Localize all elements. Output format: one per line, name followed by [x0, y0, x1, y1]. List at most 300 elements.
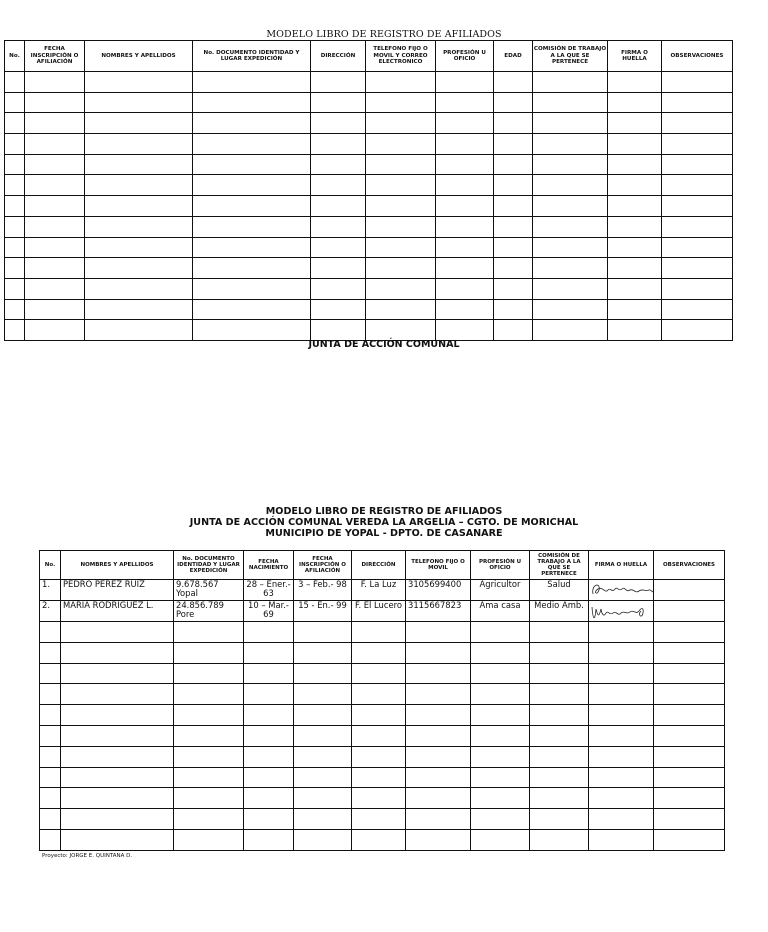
table-cell[interactable]: [530, 725, 589, 746]
top-header-cell: No.: [5, 41, 25, 72]
table-cell[interactable]: [662, 154, 733, 175]
table-cell[interactable]: [311, 299, 366, 320]
table-cell[interactable]: [436, 258, 494, 279]
table-cell[interactable]: [244, 684, 294, 705]
table-cell[interactable]: [654, 622, 725, 643]
table-cell[interactable]: [530, 767, 589, 788]
table-cell[interactable]: [436, 237, 494, 258]
table-cell[interactable]: [608, 92, 662, 113]
table-cell[interactable]: [311, 278, 366, 299]
table-cell[interactable]: [174, 622, 244, 643]
table-cell[interactable]: [662, 134, 733, 155]
table-cell[interactable]: [662, 196, 733, 217]
table-cell[interactable]: [174, 725, 244, 746]
table-cell[interactable]: [494, 196, 533, 217]
table-cell[interactable]: [352, 767, 406, 788]
table-cell[interactable]: [174, 809, 244, 830]
table-cell[interactable]: [533, 72, 608, 93]
table-cell[interactable]: [436, 113, 494, 134]
table-cell[interactable]: [406, 725, 471, 746]
table-cell[interactable]: [61, 725, 174, 746]
table-cell[interactable]: [471, 809, 530, 830]
table-cell[interactable]: [193, 299, 311, 320]
table-cell[interactable]: [294, 622, 352, 643]
table-cell[interactable]: [589, 622, 654, 643]
bottom-form-subtitle: JUNTA DE ACCIÓN COMUNAL VEREDA LA ARGELIA – CGTO. DE MORICHAL: [189, 517, 579, 528]
table-cell[interactable]: [494, 154, 533, 175]
table-cell[interactable]: [589, 829, 654, 850]
table-cell[interactable]: [244, 725, 294, 746]
table-cell[interactable]: [589, 767, 654, 788]
table-cell[interactable]: [5, 175, 25, 196]
table-cell[interactable]: [533, 113, 608, 134]
table-cell[interactable]: [406, 684, 471, 705]
table-cell[interactable]: [174, 767, 244, 788]
table-cell[interactable]: [193, 134, 311, 155]
table-cell[interactable]: [311, 72, 366, 93]
table-cell[interactable]: [244, 829, 294, 850]
table-cell[interactable]: [366, 237, 436, 258]
table-cell[interactable]: [174, 746, 244, 767]
table-cell[interactable]: [654, 788, 725, 809]
table-cell[interactable]: [533, 196, 608, 217]
table-cell[interactable]: [662, 237, 733, 258]
table-cell[interactable]: [61, 642, 174, 663]
table-row: [40, 580, 725, 601]
table-cell[interactable]: [366, 278, 436, 299]
table-cell[interactable]: [25, 278, 85, 299]
table-cell[interactable]: [530, 829, 589, 850]
table-cell[interactable]: [61, 809, 174, 830]
table-cell[interactable]: [25, 196, 85, 217]
table-cell[interactable]: [5, 196, 25, 217]
table-cell[interactable]: [5, 113, 25, 134]
table-cell[interactable]: [352, 663, 406, 684]
table-cell[interactable]: [85, 320, 193, 341]
table-cell[interactable]: [352, 642, 406, 663]
table-cell[interactable]: [662, 113, 733, 134]
table-cell[interactable]: [61, 746, 174, 767]
table-cell[interactable]: [244, 746, 294, 767]
table-cell[interactable]: [530, 788, 589, 809]
table-cell[interactable]: [40, 705, 61, 726]
handwritten-signature: [589, 601, 654, 621]
table-cell[interactable]: [406, 622, 471, 643]
table-cell[interactable]: [654, 746, 725, 767]
table-cell[interactable]: [436, 72, 494, 93]
table-cell[interactable]: [494, 113, 533, 134]
table-cell[interactable]: [5, 278, 25, 299]
table-cell[interactable]: [608, 299, 662, 320]
table-cell[interactable]: [608, 113, 662, 134]
table-cell[interactable]: [25, 320, 85, 341]
table-cell[interactable]: [654, 684, 725, 705]
table-cell[interactable]: [244, 705, 294, 726]
table-cell[interactable]: [352, 809, 406, 830]
table-cell[interactable]: [61, 663, 174, 684]
cell-inscription[interactable]: 3 – Feb.- 98: [294, 580, 352, 601]
table-cell[interactable]: [608, 216, 662, 237]
table-cell[interactable]: [294, 829, 352, 850]
table-cell[interactable]: [530, 622, 589, 643]
cell-commission[interactable]: Salud: [530, 580, 589, 601]
top-header-cell: DIRECCIÓN: [311, 41, 366, 72]
table-cell[interactable]: [608, 175, 662, 196]
top-form-title: MODELO LIBRO DE REGISTRO DE AFILIADOS: [266, 29, 502, 40]
table-row: [40, 788, 725, 809]
table-cell[interactable]: [294, 663, 352, 684]
table-cell[interactable]: [608, 237, 662, 258]
table-cell[interactable]: [193, 196, 311, 217]
table-cell[interactable]: [436, 134, 494, 155]
table-cell[interactable]: [40, 767, 61, 788]
table-cell[interactable]: [589, 746, 654, 767]
table-cell[interactable]: [654, 642, 725, 663]
table-cell[interactable]: [530, 663, 589, 684]
table-cell[interactable]: [25, 92, 85, 113]
table-cell[interactable]: [494, 175, 533, 196]
table-row: [40, 746, 725, 767]
table-cell[interactable]: [61, 767, 174, 788]
table-cell[interactable]: [494, 216, 533, 237]
table-cell[interactable]: [589, 788, 654, 809]
cell-address[interactable]: F. El Lucero: [352, 601, 406, 622]
table-cell[interactable]: [589, 705, 654, 726]
table-cell[interactable]: [533, 134, 608, 155]
cell-phone[interactable]: 3115667823: [406, 601, 471, 622]
table-cell[interactable]: [533, 278, 608, 299]
table-cell[interactable]: [193, 237, 311, 258]
table-cell[interactable]: [494, 299, 533, 320]
table-cell[interactable]: [85, 154, 193, 175]
table-cell[interactable]: [193, 216, 311, 237]
table-cell[interactable]: [406, 642, 471, 663]
table-cell[interactable]: [25, 237, 85, 258]
table-cell[interactable]: [662, 175, 733, 196]
table-cell[interactable]: [406, 663, 471, 684]
table-cell[interactable]: [61, 788, 174, 809]
table-cell[interactable]: [471, 663, 530, 684]
table-cell[interactable]: [85, 258, 193, 279]
table-cell[interactable]: [294, 725, 352, 746]
table-cell[interactable]: [294, 809, 352, 830]
table-cell[interactable]: [608, 278, 662, 299]
table-cell[interactable]: [533, 237, 608, 258]
cell-inscription[interactable]: 15 - En.- 99: [294, 601, 352, 622]
table-cell[interactable]: [352, 746, 406, 767]
table-cell[interactable]: [533, 299, 608, 320]
table-cell[interactable]: [40, 788, 61, 809]
table-cell[interactable]: [25, 175, 85, 196]
table-cell[interactable]: [25, 258, 85, 279]
table-cell[interactable]: [311, 237, 366, 258]
table-cell[interactable]: [436, 278, 494, 299]
cell-notes[interactable]: [654, 580, 725, 601]
table-cell[interactable]: [311, 92, 366, 113]
table-cell[interactable]: [311, 216, 366, 237]
table-cell[interactable]: [366, 154, 436, 175]
table-cell[interactable]: [608, 134, 662, 155]
table-cell[interactable]: [406, 767, 471, 788]
table-cell[interactable]: [311, 258, 366, 279]
table-cell[interactable]: [533, 175, 608, 196]
table-cell[interactable]: [85, 72, 193, 93]
cell-name[interactable]: PEDRO PEREZ RUIZ: [61, 580, 174, 601]
table-cell[interactable]: [494, 278, 533, 299]
table-cell[interactable]: [5, 134, 25, 155]
bottom-form-municipality: MUNICIPIO DE YOPAL - DPTO. DE CASANARE: [265, 528, 503, 539]
table-cell[interactable]: [40, 746, 61, 767]
table-cell[interactable]: [530, 705, 589, 726]
table-cell[interactable]: [352, 788, 406, 809]
table-cell[interactable]: [311, 175, 366, 196]
table-cell[interactable]: [294, 684, 352, 705]
table-cell[interactable]: [471, 705, 530, 726]
table-cell[interactable]: [5, 92, 25, 113]
table-cell[interactable]: [174, 788, 244, 809]
table-cell[interactable]: [589, 809, 654, 830]
table-cell[interactable]: [406, 788, 471, 809]
table-cell[interactable]: [608, 258, 662, 279]
table-cell[interactable]: [5, 216, 25, 237]
table-cell[interactable]: [471, 829, 530, 850]
table-cell[interactable]: [5, 299, 25, 320]
table-cell[interactable]: [244, 642, 294, 663]
bottom-table-header: [40, 551, 725, 580]
table-cell[interactable]: [294, 746, 352, 767]
table-cell[interactable]: [40, 829, 61, 850]
table-cell[interactable]: [352, 725, 406, 746]
table-cell[interactable]: [85, 92, 193, 113]
table-cell[interactable]: [366, 113, 436, 134]
table-cell[interactable]: [193, 92, 311, 113]
table-cell[interactable]: [61, 622, 174, 643]
table-cell[interactable]: [174, 829, 244, 850]
table-cell[interactable]: [471, 788, 530, 809]
cell-no[interactable]: 1.: [40, 580, 61, 601]
table-cell[interactable]: [662, 72, 733, 93]
table-cell[interactable]: [85, 113, 193, 134]
table-cell[interactable]: [471, 746, 530, 767]
table-cell[interactable]: [61, 684, 174, 705]
table-cell[interactable]: [174, 663, 244, 684]
table-cell[interactable]: [352, 684, 406, 705]
table-cell[interactable]: [366, 175, 436, 196]
table-cell[interactable]: [589, 642, 654, 663]
table-cell[interactable]: [40, 725, 61, 746]
table-cell[interactable]: [311, 154, 366, 175]
table-cell[interactable]: [40, 684, 61, 705]
table-cell[interactable]: [25, 72, 85, 93]
table-cell[interactable]: [40, 642, 61, 663]
table-cell[interactable]: [352, 705, 406, 726]
signature-cell[interactable]: [589, 580, 654, 601]
table-cell[interactable]: [85, 196, 193, 217]
table-cell[interactable]: [436, 216, 494, 237]
table-cell[interactable]: [193, 113, 311, 134]
table-cell[interactable]: [85, 216, 193, 237]
table-cell[interactable]: [494, 237, 533, 258]
table-cell[interactable]: [244, 663, 294, 684]
table-cell[interactable]: [193, 258, 311, 279]
table-cell[interactable]: [40, 622, 61, 643]
table-cell[interactable]: [174, 642, 244, 663]
table-cell[interactable]: [366, 299, 436, 320]
table-cell[interactable]: [471, 725, 530, 746]
table-cell[interactable]: [85, 278, 193, 299]
table-cell[interactable]: [25, 216, 85, 237]
table-cell[interactable]: [193, 320, 311, 341]
table-row: [5, 299, 733, 320]
table-cell[interactable]: [5, 154, 25, 175]
table-cell[interactable]: [352, 622, 406, 643]
table-cell[interactable]: [662, 92, 733, 113]
table-cell[interactable]: [654, 663, 725, 684]
cell-birth[interactable]: 28 – Ener.- 63: [244, 580, 294, 601]
table-cell[interactable]: [654, 767, 725, 788]
cell-birth[interactable]: 10 – Mar.- 69: [244, 601, 294, 622]
table-cell[interactable]: [85, 175, 193, 196]
table-cell[interactable]: [654, 809, 725, 830]
table-cell[interactable]: [406, 809, 471, 830]
table-cell[interactable]: [311, 320, 366, 341]
table-cell[interactable]: [662, 278, 733, 299]
table-cell[interactable]: [406, 705, 471, 726]
table-cell[interactable]: [174, 705, 244, 726]
table-cell[interactable]: [25, 134, 85, 155]
table-cell[interactable]: [494, 258, 533, 279]
table-cell[interactable]: [436, 92, 494, 113]
table-cell[interactable]: [5, 237, 25, 258]
table-cell[interactable]: [311, 196, 366, 217]
table-cell[interactable]: [193, 175, 311, 196]
table-cell[interactable]: [471, 767, 530, 788]
table-cell[interactable]: [25, 299, 85, 320]
table-cell[interactable]: [494, 320, 533, 341]
table-cell[interactable]: [654, 725, 725, 746]
table-cell[interactable]: [244, 809, 294, 830]
table-cell[interactable]: [85, 299, 193, 320]
signature-cell[interactable]: [589, 601, 654, 622]
table-cell[interactable]: [85, 237, 193, 258]
table-cell[interactable]: [294, 705, 352, 726]
project-credit: Proyecto: JORGE E. QUINTANA D.: [42, 853, 133, 859]
table-cell[interactable]: [533, 154, 608, 175]
table-cell[interactable]: [436, 175, 494, 196]
table-cell[interactable]: [530, 642, 589, 663]
table-cell[interactable]: [40, 663, 61, 684]
cell-address[interactable]: F. La Luz: [352, 580, 406, 601]
table-cell[interactable]: [244, 788, 294, 809]
cell-name[interactable]: MARIA RODRIGUEZ L.: [61, 601, 174, 622]
table-cell[interactable]: [40, 809, 61, 830]
cell-no[interactable]: 2.: [40, 601, 61, 622]
table-cell[interactable]: [244, 767, 294, 788]
table-cell[interactable]: [436, 299, 494, 320]
table-cell[interactable]: [193, 278, 311, 299]
table-cell[interactable]: [589, 725, 654, 746]
table-cell[interactable]: [294, 642, 352, 663]
table-cell[interactable]: [533, 92, 608, 113]
cell-phone[interactable]: 3105699400: [406, 580, 471, 601]
cell-commission[interactable]: Medio Amb.: [530, 601, 589, 622]
table-cell[interactable]: [244, 622, 294, 643]
table-cell[interactable]: [193, 154, 311, 175]
table-cell[interactable]: [494, 72, 533, 93]
cell-notes[interactable]: [654, 601, 725, 622]
table-cell[interactable]: [533, 320, 608, 341]
table-cell[interactable]: [494, 92, 533, 113]
table-cell[interactable]: [654, 829, 725, 850]
cell-profession[interactable]: Ama casa: [471, 601, 530, 622]
bottom-header-cell: OBSERVACIONES: [654, 551, 725, 580]
table-cell[interactable]: [5, 320, 25, 341]
table-cell[interactable]: [174, 684, 244, 705]
table-cell[interactable]: [61, 829, 174, 850]
table-cell[interactable]: [366, 92, 436, 113]
table-cell[interactable]: [471, 684, 530, 705]
table-cell[interactable]: [406, 746, 471, 767]
table-cell[interactable]: [366, 258, 436, 279]
table-cell[interactable]: [662, 299, 733, 320]
table-cell[interactable]: [5, 72, 25, 93]
table-cell[interactable]: [366, 196, 436, 217]
table-cell[interactable]: [352, 829, 406, 850]
table-cell[interactable]: [530, 809, 589, 830]
table-cell[interactable]: [311, 113, 366, 134]
table-cell[interactable]: [5, 258, 25, 279]
table-cell[interactable]: [608, 320, 662, 341]
table-cell[interactable]: [436, 196, 494, 217]
table-cell[interactable]: [193, 72, 311, 93]
table-cell[interactable]: [406, 829, 471, 850]
table-cell[interactable]: [530, 746, 589, 767]
table-cell[interactable]: [366, 72, 436, 93]
table-cell[interactable]: [533, 258, 608, 279]
table-cell[interactable]: [530, 684, 589, 705]
table-cell[interactable]: [436, 320, 494, 341]
table-cell[interactable]: [366, 216, 436, 237]
table-cell[interactable]: [294, 788, 352, 809]
table-cell[interactable]: [436, 154, 494, 175]
table-cell[interactable]: [662, 258, 733, 279]
table-cell[interactable]: [662, 320, 733, 341]
table-cell[interactable]: [61, 705, 174, 726]
table-cell[interactable]: [608, 72, 662, 93]
table-cell[interactable]: [608, 154, 662, 175]
table-cell[interactable]: [311, 134, 366, 155]
top-form-footer: JUNTA DE ACCIÓN COMUNAL: [308, 339, 460, 350]
cell-profession[interactable]: Agricultor: [471, 580, 530, 601]
table-cell[interactable]: [366, 134, 436, 155]
table-cell[interactable]: [25, 154, 85, 175]
table-cell[interactable]: [471, 622, 530, 643]
cell-doc[interactable]: 24.856.789 Pore: [174, 601, 244, 622]
table-cell[interactable]: [25, 113, 85, 134]
table-cell[interactable]: [589, 684, 654, 705]
table-cell[interactable]: [471, 642, 530, 663]
table-cell[interactable]: [654, 705, 725, 726]
table-cell[interactable]: [494, 134, 533, 155]
table-cell[interactable]: [608, 196, 662, 217]
table-cell[interactable]: [533, 216, 608, 237]
cell-doc[interactable]: 9.678.567 Yopal: [174, 580, 244, 601]
table-cell[interactable]: [366, 320, 436, 341]
table-cell[interactable]: [85, 134, 193, 155]
table-cell[interactable]: [589, 663, 654, 684]
table-cell[interactable]: [662, 216, 733, 237]
table-cell[interactable]: [294, 767, 352, 788]
